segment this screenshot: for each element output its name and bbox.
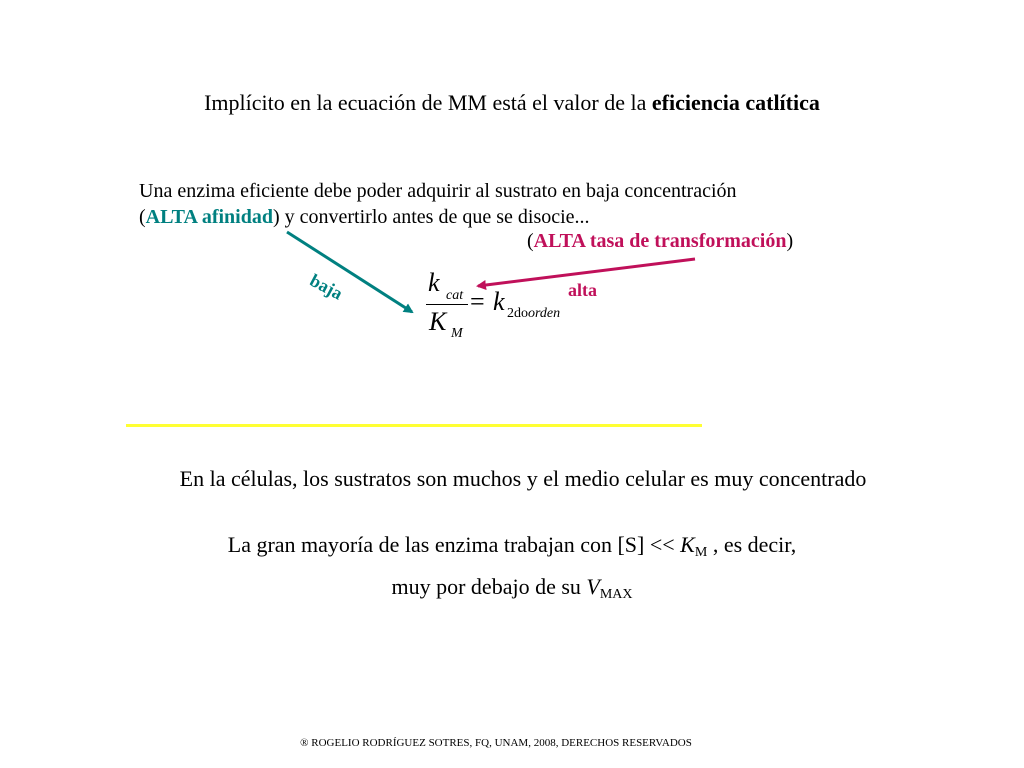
km-K: K: [680, 532, 695, 557]
eq-k2: k: [493, 287, 505, 316]
cells-paragraph: En la células, los sustratos son muchos y el medio celular es muy concentrado: [179, 466, 867, 491]
copyright-footer: ® ROGELIO RODRÍGUEZ SOTRES, FQ, UNAM, 2008, DERECHOS RESERVADOS: [300, 737, 692, 749]
km-line1-start: La gran mayoría de las enzima trabajan con [S] <<: [227, 532, 681, 557]
open-paren: (: [139, 206, 146, 228]
title-text: Implícito en la ecuación de MM está el valor de la: [204, 90, 652, 115]
km-line1: [0, 528, 1024, 570]
eq-k: k: [428, 268, 440, 297]
vmax-V: V: [586, 574, 600, 599]
yellow-divider: [126, 424, 702, 427]
paragraph1-line2-rest: ) y convertirlo antes de que se disocie...: [272, 206, 590, 228]
km-line2-start: muy por debajo de su: [391, 574, 587, 599]
eq-M-subscript: M: [451, 326, 463, 341]
vmax-subscript: MAX: [599, 587, 633, 602]
open-paren-2: (: [527, 230, 534, 252]
paragraph1-line1: Una enzima eficiente debe poder adquirir al sustrato en baja concentración: [139, 180, 737, 202]
km-M-subscript: M: [694, 545, 708, 560]
km-line2: [0, 570, 1024, 612]
baja-label: baja: [306, 270, 347, 304]
eq-second-order-subscript: [507, 306, 560, 322]
title-bold: eficiencia catlítica: [651, 90, 820, 115]
alta-label: alta: [568, 280, 597, 300]
km-line1-end: , es decir,: [707, 532, 797, 557]
eq-sub-italic: orden: [528, 306, 561, 321]
close-paren-2: ): [786, 230, 794, 252]
eq-equals: =: [470, 287, 485, 316]
eq-cat-subscript: cat: [446, 288, 464, 303]
baja-arrow: [287, 232, 412, 312]
alta-tasa-label: ALTA tasa de transformación: [533, 230, 787, 252]
km-paragraph: [0, 528, 1024, 612]
eq-sub-plain: 2do: [507, 306, 528, 321]
fraction-bar: [426, 304, 468, 305]
alta-afinidad-label: ALTA afinidad: [145, 206, 273, 228]
eq-K: K: [429, 307, 447, 336]
